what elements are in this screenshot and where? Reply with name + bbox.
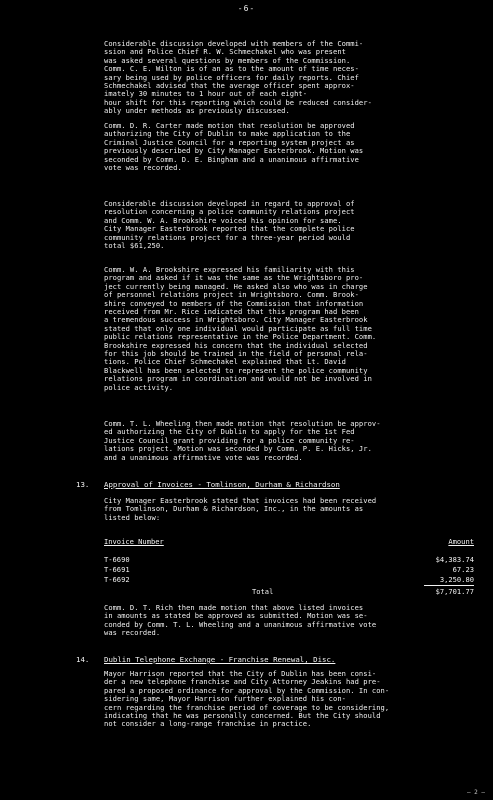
item-13-intro: City Manager Easterbrook stated that invoices had been received from Tomlinson, Durham & Richardson, Inc., in the amounts as listed below: (104, 496, 377, 522)
invoice-amount: 3,250.80 (439, 575, 474, 584)
invoice-amount: 67.23 (452, 565, 474, 574)
paragraph-community-relations-discussion: Considerable discussion developed in regard to approval of resolution concerning a police community relations project and Comm. W. A. Brookshire voiced his opinion for same. City Manager Easterbrook reported that the complete police community relations project for a three-year period would total $61,250. (104, 199, 355, 251)
corner-mark: — 2 — (466, 789, 485, 796)
invoice-total-row (104, 587, 474, 596)
item-13-title: Approval of Invoices - Tomlinson, Durham & Richardson (104, 480, 340, 489)
page-number: -6- (237, 4, 256, 13)
invoice-number: T-6692 (104, 575, 130, 584)
invoice-row (104, 565, 474, 574)
invoice-amount: $4,383.74 (435, 555, 474, 564)
paragraph-brookshire-remarks: Comm. W. A. Brookshire expressed his familiarity with this program and asked if it was the same as the Wrightsboro pro- ject currently being managed. He asked also who was in charge of personnel relations project in Wrightsboro. Comm. Brook- shire conveyed to members of the Commission that information received from Mr. Rice indicated that this program had been a tremendous success in Wrightsboro. City Manager Easterbrook stated that only one individual would participate as full time public relations representative in the Police Department. Comm. Brookshire expressed his concern that the individual selected for this job should be trained in the field of personal rela- tions. Police Chief Schmechakel explained that Lt. David Blackwell has been selected to represent the police community relations program in coordination and would not be involved in police activity. (104, 265, 377, 392)
item-13-motion: Comm. D. T. Rich then made motion that above listed invoices in amounts as stated be approved as submitted. Motion was se- conded by Comm. T. L. Wheeling and a unanimous affirmative vote was recorded. (104, 603, 377, 638)
invoice-number: T-6691 (104, 565, 130, 574)
paragraph-reporting-motion: Comm. D. R. Carter made motion that resolution be approved authorizing the City of Dublin to make application to the Criminal Justice Council for a reporting system project as previously described by City Manager Easterbrook. Motion was seconded by Comm. D. E. Bingham and a unanimous affirmative vote was recorded. (104, 121, 364, 173)
invoice-number: T-6690 (104, 555, 130, 564)
total-amount: $7,701.77 (435, 587, 474, 596)
invoice-row (104, 555, 474, 564)
item-13-number: 13. (76, 480, 90, 489)
paragraph-community-relations-motion: Comm. T. L. Wheeling then made motion that resolution be approv- ed authorizing the City of Dublin to apply for the 1st Fed Justice Council grant providing for a police community re- lations project. Motion was seconded by Comm. P. E. Hicks, Jr. and a unanimous affirmative vote was recorded. (104, 419, 381, 462)
invoice-number-header: Invoice Number (104, 537, 164, 546)
amount-header: Amount (448, 537, 474, 546)
item-14-body: Mayor Harrison reported that the City of Dublin has been consi- der a new telephone franchise and City Attorney Jeakins had pre- pared a proposed ordinance for approval by the Commission. In con- sidering same, Mayor Harrison further explained his con- cern regarding the franchise period of coverage to be considering, indicating that he was personally concerned. But the City should not consider a long-range franchise in practice. (104, 669, 390, 729)
invoice-table-header (104, 537, 474, 546)
total-label: Total (252, 587, 274, 596)
invoice-row (104, 575, 474, 584)
item-14-number: 14. (76, 655, 90, 664)
item-14-title: Dublin Telephone Exchange - Franchise Renewal, Disc. (104, 655, 336, 664)
total-rule (424, 585, 474, 586)
paragraph-police-reporting-discussion: Considerable discussion developed with members of the Commi- ssion and Police Chief R. W. Schmechakel who was present was asked several questions by members of the Commission. Comm. C. E. Wilton is of an as to the amount of time neces- sary being used by police officers for daily reports. Chief Schmechakel advised that the average officer spent approx- imately 30 minutes to 1 hour out of each eight- hour shift for this reporting which could be reduced consider- ably under methods as previously discussed. (104, 39, 372, 116)
